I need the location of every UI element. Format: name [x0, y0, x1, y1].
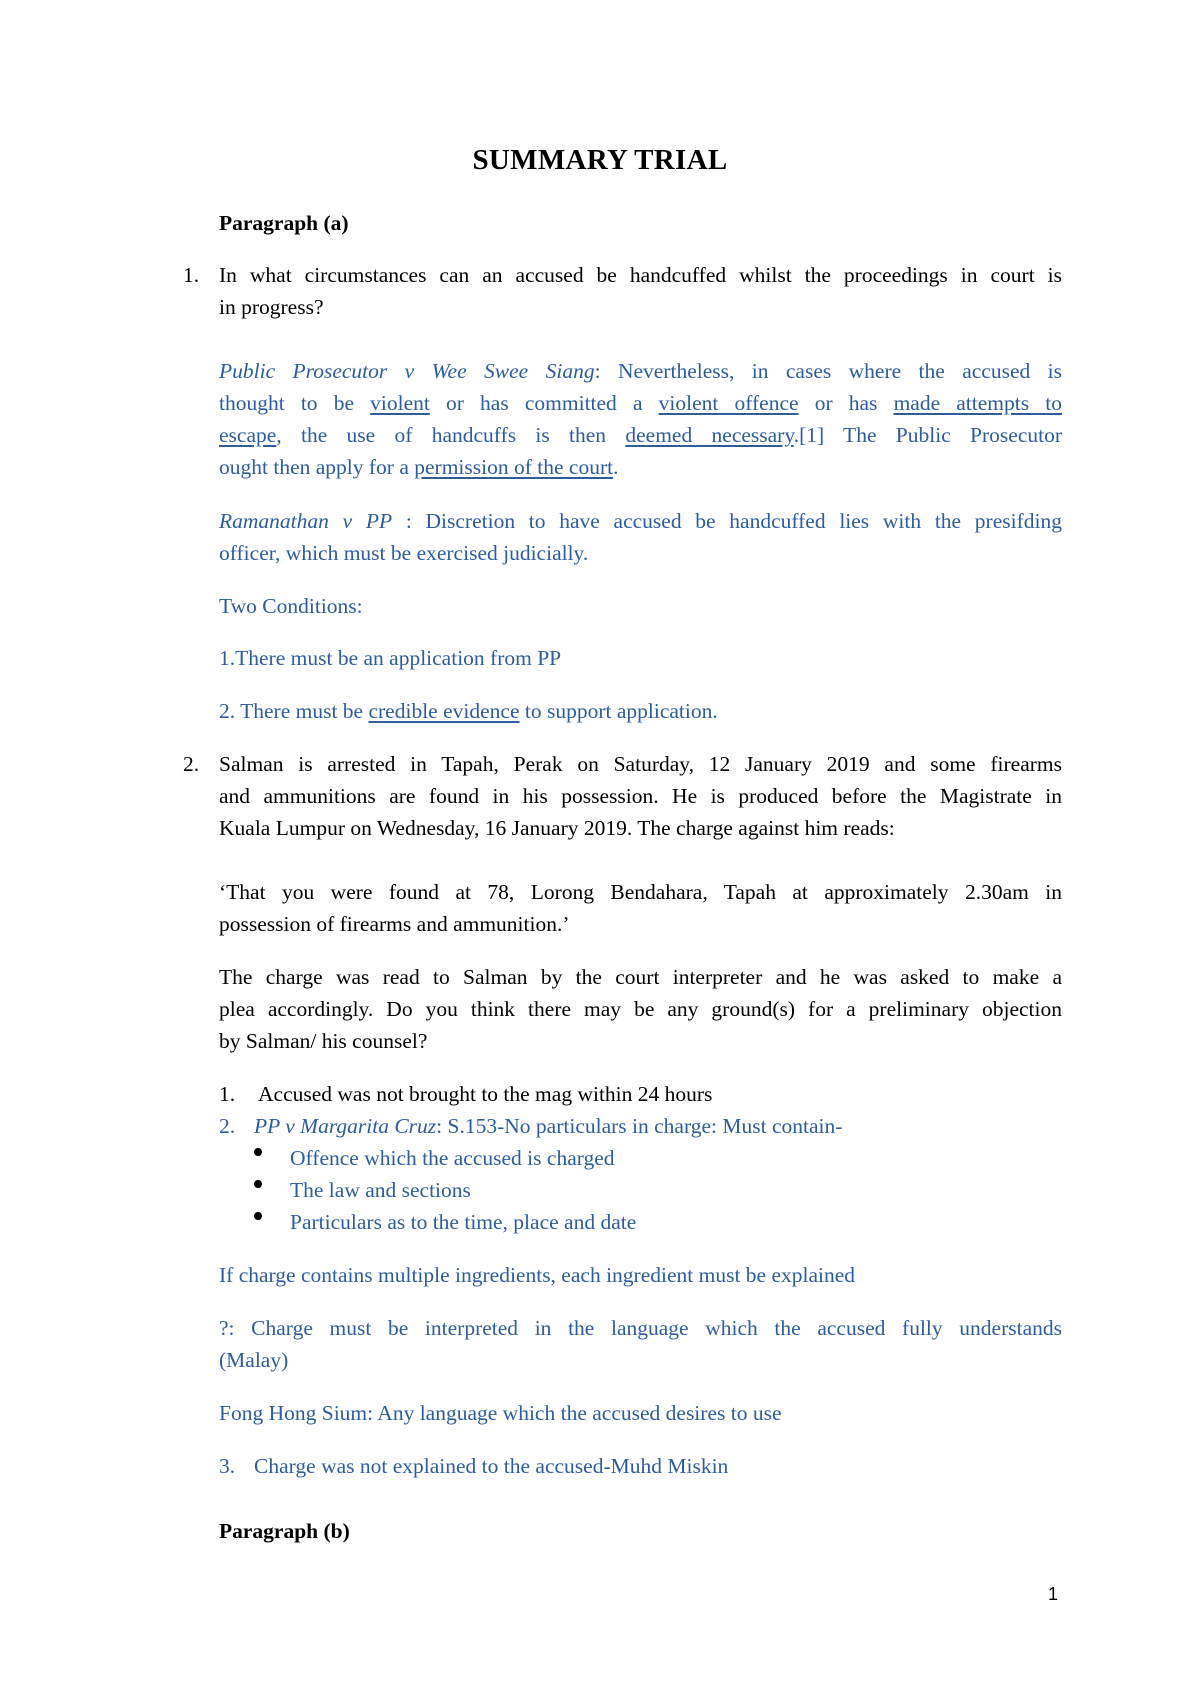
document-title: SUMMARY TRIAL: [472, 144, 728, 176]
question-2-number: 2.: [183, 752, 200, 776]
multiple-ingredients-note: If charge contains multiple ingredients, each ingredient must be explained: [219, 1263, 856, 1287]
case-name-margarita-cruz: PP v Margarita Cruz: [254, 1114, 437, 1138]
question-2-line-2: and ammunitions are found in his possession. He is produced before the Magistrate in: [219, 784, 1062, 808]
case-name-ramanathan: Ramanathan v PP: [219, 509, 393, 533]
annotation-text: thought to be: [219, 391, 371, 415]
particulars-bullet-2: The law and sections: [290, 1178, 471, 1202]
wee-swee-siang-line-1: [219, 355, 1062, 387]
answer-1-text: Accused was not brought to the mag within 24 hours: [258, 1082, 713, 1106]
question-2-read-line-2: plea accordingly. Do you think there may be any ground(s) for a preliminary objection: [219, 997, 1062, 1021]
answer-1-number: 1.: [219, 1082, 236, 1106]
annotation-text: to support application.: [519, 699, 718, 723]
particulars-bullet-1: Offence which the accused is charged: [290, 1146, 615, 1170]
wee-swee-siang-line-4: [219, 451, 618, 483]
charge-quote-line-1: ‘That you were found at 78, Lorong Bendahara, Tapah at approximately 2.30am in: [219, 880, 1062, 904]
wee-swee-siang-line-2: [219, 387, 1062, 419]
underline-escape: escape: [219, 423, 277, 447]
bullet-icon: [254, 1180, 262, 1188]
page-number: 1: [1048, 1584, 1059, 1604]
question-1-line-1: In what circumstances can an accused be handcuffed whilst the proceedings in court is: [219, 263, 1062, 287]
underline-made-attempts: made attempts to: [893, 391, 1062, 415]
annotation-text: or has committed a: [429, 391, 659, 415]
annotation-text: : Discretion to have accused be handcuffed lies with the presifding: [392, 509, 1062, 533]
answer-2-text: [254, 1110, 842, 1142]
question-1-number: 1.: [183, 263, 200, 287]
ramanathan-line-2: officer, which must be exercised judicially.: [219, 541, 589, 565]
annotation-text: or has: [798, 391, 894, 415]
annotation-text: 2. There must be: [219, 699, 369, 723]
annotation-text: , the use of handcuffs is then: [276, 423, 626, 447]
underline-permission-of-court: permission of the court: [414, 455, 614, 479]
wee-swee-siang-line-3: [219, 419, 1062, 451]
condition-2: [219, 695, 718, 727]
particulars-bullet-3: Particulars as to the time, place and date: [290, 1210, 637, 1234]
bullet-icon: [254, 1212, 262, 1220]
ramanathan-line-1: [219, 505, 1062, 537]
underline-violent-offence: violent offence: [658, 391, 799, 415]
underline-deemed-necessary: deemed necessary: [625, 423, 794, 447]
question-1-line-2: in progress?: [219, 295, 324, 319]
answer-2-number: 2.: [219, 1114, 236, 1138]
interpretation-line-2: (Malay): [219, 1348, 289, 1372]
fong-hong-sium-note: Fong Hong Sium: Any language which the accused desires to use: [219, 1401, 782, 1425]
annotation-text: : Nevertheless, in cases where the accused is: [594, 359, 1062, 383]
annotation-text: .: [613, 455, 619, 479]
underline-credible-evidence: credible evidence: [368, 699, 520, 723]
case-name-wee-swee-siang: Public Prosecutor v Wee Swee Siang: [219, 359, 595, 383]
annotation-text: .[1] The Public Prosecutor: [793, 423, 1062, 447]
answer-3-number: 3.: [219, 1454, 236, 1478]
question-2-line-3: Kuala Lumpur on Wednesday, 16 January 2019. The charge against him reads:: [219, 816, 895, 840]
annotation-text: ought then apply for a: [219, 455, 415, 479]
annotation-text: : S.153-No particulars in charge: Must contain-: [436, 1114, 843, 1138]
interpretation-line-1: ?: Charge must be interpreted in the language which the accused fully understands: [219, 1316, 1062, 1340]
question-2-line-1: Salman is arrested in Tapah, Perak on Saturday, 12 January 2019 and some firearms: [219, 752, 1062, 776]
bullet-icon: [254, 1148, 262, 1156]
answer-3-text: Charge was not explained to the accused-Muhd Miskin: [254, 1454, 729, 1478]
condition-1: 1.There must be an application from PP: [219, 646, 562, 670]
paragraph-b-heading: Paragraph (b): [219, 1519, 350, 1543]
question-2-read-line-3: by Salman/ his counsel?: [219, 1029, 428, 1053]
paragraph-a-heading: Paragraph (a): [219, 211, 349, 235]
underline-violent: violent: [370, 391, 430, 415]
two-conditions-heading: Two Conditions:: [219, 594, 363, 618]
question-2-read-line-1: The charge was read to Salman by the court interpreter and he was asked to make a: [219, 965, 1062, 989]
charge-quote-line-2: possession of firearms and ammunition.’: [219, 912, 570, 936]
